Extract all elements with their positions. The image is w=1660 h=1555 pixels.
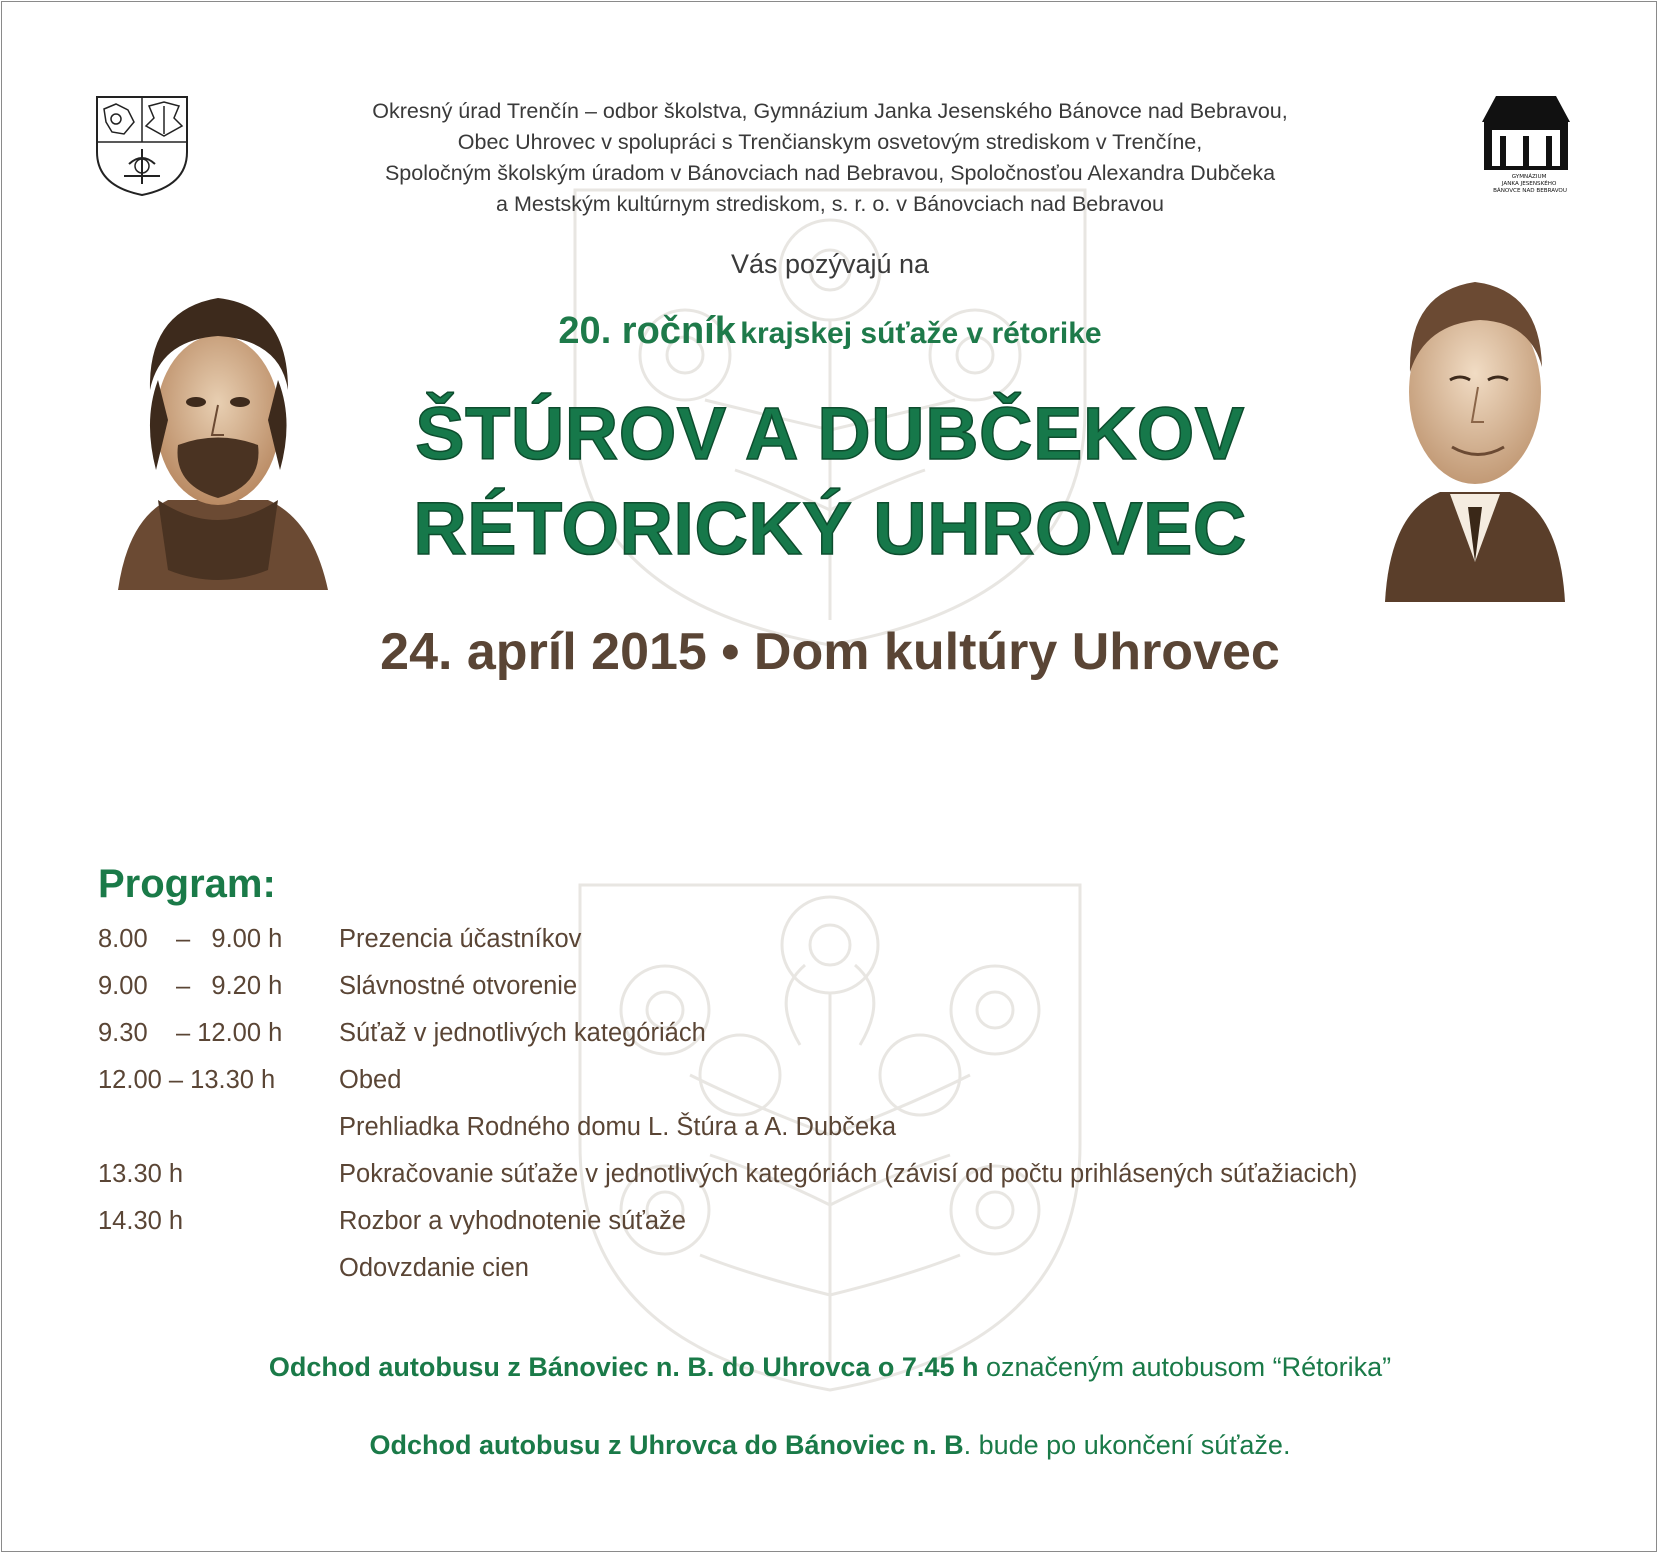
organizers-text: [0, 96, 1660, 220]
schedule-event: Prehliadka Rodného domu L. Štúra a A. Dubčeka: [339, 1113, 897, 1141]
bus-departure-to-uhrovec: [0, 1352, 1660, 1383]
schedule-time: 9.00 – 9.20 h: [98, 972, 283, 1000]
bus-departure-1-emphasis: Odchod autobusu z Bánoviec n. B. do Uhrovca o 7.45 h: [268, 1352, 979, 1382]
schedule-event: Rozbor a vyhodnotenie súťaže: [339, 1207, 686, 1235]
schedule-event: Obed: [339, 1066, 402, 1094]
event-title-line-2: RÉTORICKÝ UHROVEC: [413, 487, 1247, 570]
schedule-time: 8.00 – 9.00 h: [98, 925, 283, 953]
program-heading: Program:: [98, 862, 276, 906]
schedule-time: 9.30 – 12.00 h: [98, 1019, 283, 1047]
edition-line: [0, 310, 1660, 353]
edition-description: krajskej súťaže v rétorike: [740, 317, 1102, 350]
bus-departure-1-rest: označeným autobusom “Rétorika”: [978, 1352, 1392, 1382]
schedule-event: Pokračovanie súťaže v jednotlivých kategóriách (závisí od počtu prihlásených súťažiacich): [339, 1160, 1358, 1188]
schedule-row: [98, 925, 1578, 972]
organizers-line: a Mestským kultúrnym strediskom, s. r. o. v Bánovciach nad Bebravou: [496, 192, 1164, 216]
edition-number: 20. ročník: [558, 310, 736, 352]
schedule-row: [98, 1160, 1578, 1207]
event-title-line-1: ŠTÚROV A DUBČEKOV: [415, 392, 1245, 475]
schedule-time: 14.30 h: [98, 1207, 184, 1235]
program-schedule: [98, 925, 1578, 1301]
schedule-event: Odovzdanie cien: [339, 1254, 529, 1282]
bus-departure-to-banovce: [0, 1430, 1660, 1461]
schedule-row: [98, 1254, 1578, 1301]
bus-departure-2-emphasis: Odchod autobusu z Uhrovca do Bánoviec n. B: [369, 1430, 964, 1460]
organizers-line: Obec Uhrovec v spolupráci s Trenčianskym osvetovým strediskom v Trenčíne,: [457, 130, 1203, 154]
svg-text:GYMNÁZIUM JANKA JESENSKÉHO: GYMNÁZIUM JANKA JESENSKÉHO BÁNOVCE NAD BEBRAVOU: [1493, 174, 1567, 194]
schedule-event: Prezencia účastníkov: [339, 925, 582, 953]
bus-departure-2-rest: . bude po ukončení súťaže.: [963, 1430, 1291, 1460]
event-date-place: 24. apríl 2015 • Dom kultúry Uhrovec: [380, 623, 1280, 681]
schedule-row: [98, 972, 1578, 1019]
schedule-event: Súťaž v jednotlivých kategóriách: [339, 1019, 706, 1047]
schedule-time: 13.30 h: [98, 1160, 184, 1188]
schedule-event: Slávnostné otvorenie: [339, 972, 578, 1000]
schedule-row: [98, 1066, 1578, 1113]
schedule-row: [98, 1207, 1578, 1254]
organizers-line: Okresný úrad Trenčín – odbor školstva, Gymnázium Janka Jesenského Bánovce nad Bebravou,: [372, 99, 1288, 123]
schedule-row: [98, 1113, 1578, 1160]
organizers-line: Spoločným školským úradom v Bánovciach nad Bebravou, Spoločnosťou Alexandra Dubčeka: [384, 161, 1276, 185]
schedule-row: [98, 1019, 1578, 1066]
schedule-time: 12.00 – 13.30 h: [98, 1066, 276, 1094]
invite-text: Vás pozývajú na: [730, 249, 930, 279]
